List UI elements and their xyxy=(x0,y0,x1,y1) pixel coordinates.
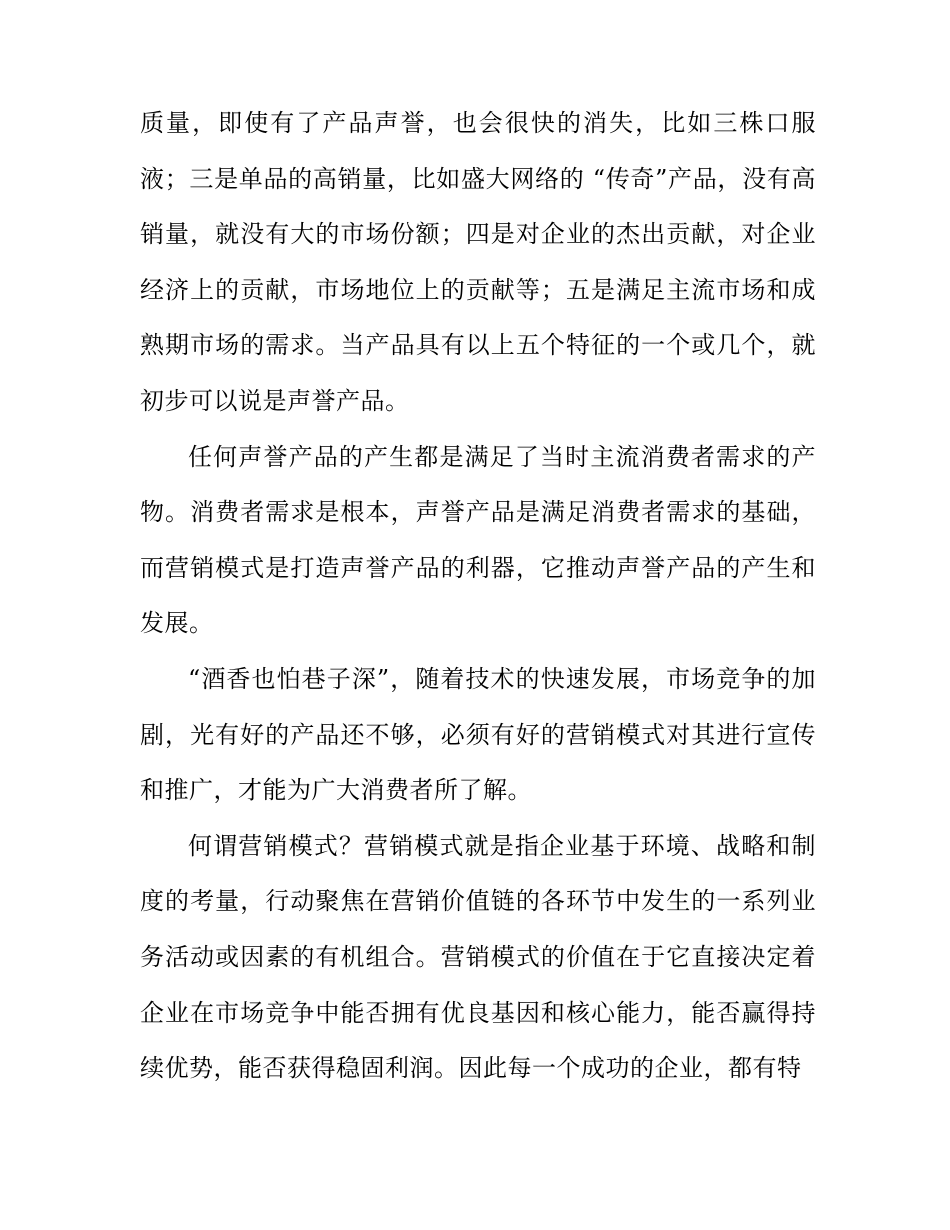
paragraph-consumer-demand: 任何声誉产品的产生都是满足了当时主流消费者需求的产物。消费者需求是根本，声誉产品是满足消费者需求的基础，而营销模式是打造声誉产品的利器，它推动声誉产品的产生和发展。 xyxy=(140,442,816,638)
paragraph-wine-proverb: “酒香也怕巷子深”，随着技术的快速发展，市场竞争的加剧，光有好的产品还不够，必须有好的营销模式对其进行宣传和推广，才能为广大消费者所了解。 xyxy=(140,664,816,805)
paragraph-marketing-model: 何谓营销模式？营销模式就是指企业基于环境、战略和制度的考量，行动聚焦在营销价值链的各环节中发生的一系列业务活动或因素的有机组合。营销模式的价值在于它直接决定着企业在市场竞争中能否拥有优良基因和核心能力，能否赢得持续优势，能否获得稳固利润。因此每一个成功的企业，都有特 xyxy=(140,831,816,1083)
document-body xyxy=(140,96,816,1097)
paragraph-continuation: 质量，即使有了产品声誉，也会很快的消失，比如三株口服液；三是单品的高销量，比如盛大网络的 “传奇”产品，没有高销量，就没有大的市场份额；四是对企业的杰出贡献，对企业经济上的贡献，市场地位上的贡献等；五是满足主流市场和成熟期市场的需求。当产品具有以上五个特征的一个或几个，就初步可以说是声誉产品。 xyxy=(140,109,816,415)
